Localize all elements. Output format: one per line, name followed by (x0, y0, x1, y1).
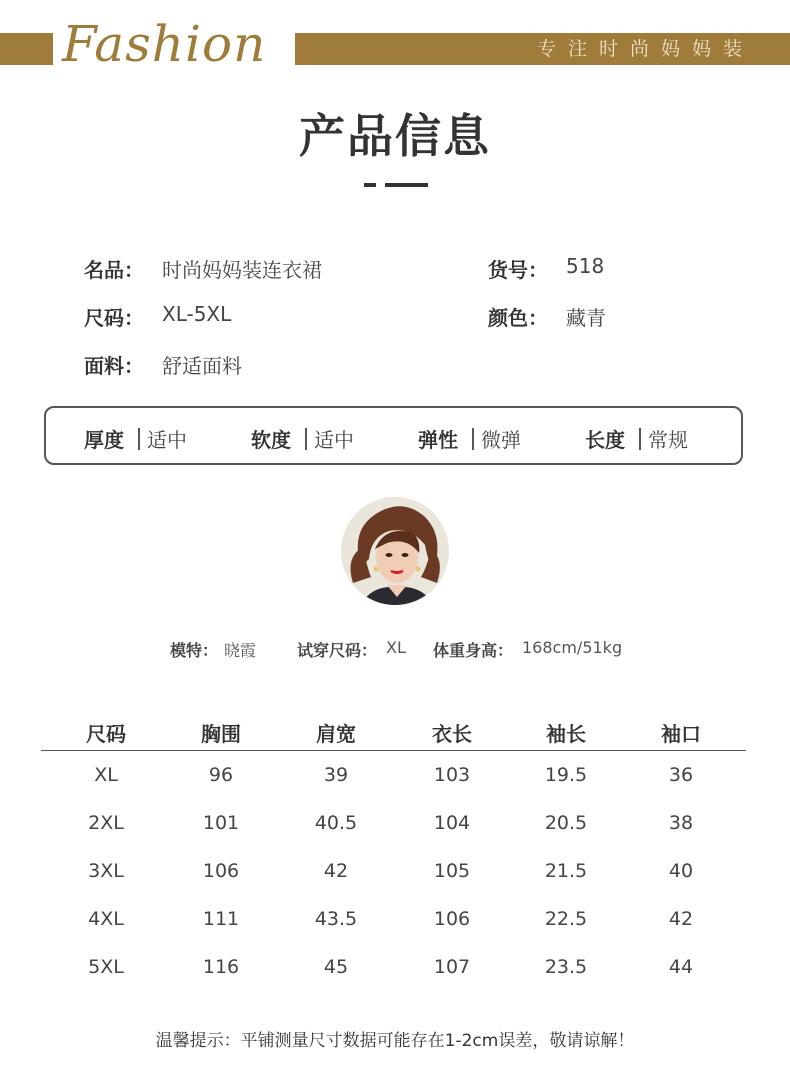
fabric-value: 舒适面料 (162, 354, 242, 378)
table-cell: 103 (433, 764, 471, 786)
body-measure-value: 168cm/51kg (522, 638, 623, 657)
table-cell: 20.5 (544, 812, 588, 834)
table-cell: 40 (668, 860, 694, 882)
table-cell: 116 (202, 956, 240, 978)
table-cell: 3XL (88, 860, 124, 882)
model-name-label: 模特： (170, 641, 219, 660)
column-header: 肩宽 (316, 722, 356, 746)
table-cell: 4XL (88, 908, 124, 930)
attr-separator (639, 428, 641, 450)
size-label: 尺码： (84, 306, 144, 330)
table-cell: 101 (202, 812, 240, 834)
table-cell: 111 (202, 908, 240, 930)
color-label: 颜色： (488, 306, 548, 330)
attr-separator (472, 428, 474, 450)
column-header: 胸围 (201, 722, 241, 746)
table-cell: 42 (668, 908, 694, 930)
table-cell: 106 (202, 860, 240, 882)
table-cell: 19.5 (544, 764, 588, 786)
name-value: 时尚妈妈装连衣裙 (162, 258, 322, 282)
length-value: 常规 (648, 428, 688, 452)
table-cell: 39 (323, 764, 349, 786)
name-label: 名品： (84, 258, 144, 282)
trial-size-value: XL (386, 638, 406, 657)
model-portrait-icon (341, 497, 449, 605)
column-header: 尺码 (86, 722, 126, 746)
table-header-rule (41, 750, 746, 751)
fabric-label: 面料： (84, 354, 144, 378)
measurement-note: 温馨提示：平铺测量尺寸数据可能存在1-2cm误差，敬请谅解！ (155, 1031, 635, 1051)
color-value: 藏青 (566, 306, 606, 330)
model-avatar (341, 497, 449, 605)
length-label: 长度 (585, 428, 625, 452)
table-cell: 36 (668, 764, 694, 786)
thickness-label: 厚度 (84, 428, 124, 452)
header-bar-left (0, 33, 53, 65)
table-cell: 44 (668, 956, 694, 978)
table-cell: 107 (433, 956, 471, 978)
thickness-value: 适中 (147, 428, 187, 452)
column-header: 袖长 (546, 722, 586, 746)
trial-size-label: 试穿尺码： (297, 641, 378, 660)
table-cell: 104 (433, 812, 471, 834)
table-cell: 43.5 (314, 908, 358, 930)
table-cell: 5XL (88, 956, 124, 978)
table-cell: 22.5 (544, 908, 588, 930)
table-cell: 96 (208, 764, 234, 786)
header-tagline: 专注时尚妈妈装 (536, 38, 754, 60)
attr-separator (138, 428, 140, 450)
title-divider-short (364, 183, 376, 187)
table-cell: XL (94, 764, 118, 786)
softness-label: 软度 (251, 428, 291, 452)
table-cell: 38 (668, 812, 694, 834)
model-name-value: 晓霞 (224, 641, 257, 660)
table-cell: 23.5 (544, 956, 588, 978)
attr-separator (305, 428, 307, 450)
table-cell: 42 (323, 860, 349, 882)
table-cell: 2XL (88, 812, 124, 834)
elasticity-value: 微弹 (481, 428, 521, 452)
table-cell: 40.5 (314, 812, 358, 834)
column-header: 袖口 (661, 722, 701, 746)
table-cell: 21.5 (544, 860, 588, 882)
column-header: 衣长 (432, 722, 472, 746)
softness-value: 适中 (314, 428, 354, 452)
table-cell: 105 (433, 860, 471, 882)
table-cell: 106 (433, 908, 471, 930)
elasticity-label: 弹性 (418, 428, 458, 452)
title-divider-long (385, 183, 428, 187)
brand-logo: Fashion (62, 15, 267, 73)
body-measure-label: 体重身高： (433, 641, 514, 660)
size-value: XL-5XL (162, 302, 232, 326)
table-cell: 45 (323, 956, 349, 978)
page-title: 产品信息 (299, 109, 491, 163)
item-no-value: 518 (566, 254, 605, 278)
item-no-label: 货号： (488, 258, 548, 282)
